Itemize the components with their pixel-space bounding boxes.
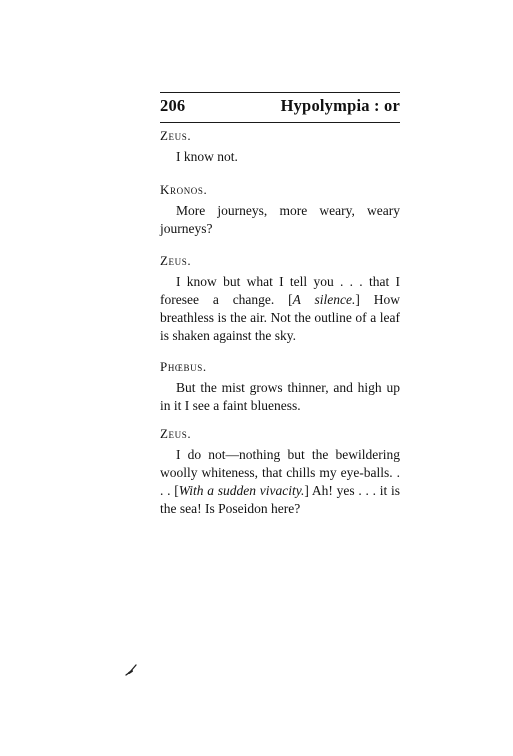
header-bottom-rule bbox=[160, 122, 400, 123]
dialogue-block bbox=[160, 182, 400, 238]
dialogue-block bbox=[160, 426, 400, 518]
dialogue-block bbox=[160, 359, 400, 415]
speaker-name: Zeus. bbox=[160, 426, 192, 441]
dialogue-block bbox=[160, 128, 400, 166]
ink-mark bbox=[124, 662, 140, 678]
stage-direction: A silence. bbox=[292, 292, 356, 307]
speech-text: But the mist grows thinner, and high up in it I see a faint blueness. bbox=[160, 380, 400, 413]
page-number: 206 bbox=[160, 96, 186, 115]
speech-text: I do not—nothing but the bewildering woolly whiteness, that chills my eye-balls. . . . [With a sudden vivacity.] Ah! yes . . . it is the sea! Is Poseidon here? bbox=[160, 447, 400, 516]
stage-direction: With a sudden vivacity. bbox=[178, 483, 305, 498]
speech-text: I know not. bbox=[176, 149, 238, 164]
running-head: Hypolympia : or bbox=[280, 96, 400, 115]
speaker-name: Kronos. bbox=[160, 182, 208, 197]
header-top-rule bbox=[160, 92, 400, 93]
dialogue-block bbox=[160, 253, 400, 345]
speaker-name: Zeus. bbox=[160, 253, 192, 268]
speaker-name: Zeus. bbox=[160, 128, 192, 143]
speaker-name: Phœbus. bbox=[160, 359, 207, 374]
speech-text: I know but what I tell you . . . that I foresee a change. [A silence.] How breathless is the air. Not the outline of a leaf is shaken against the sky. bbox=[160, 274, 401, 343]
speech-text: More journeys, more weary, weary journeys? bbox=[160, 203, 400, 236]
page-header bbox=[160, 96, 400, 118]
